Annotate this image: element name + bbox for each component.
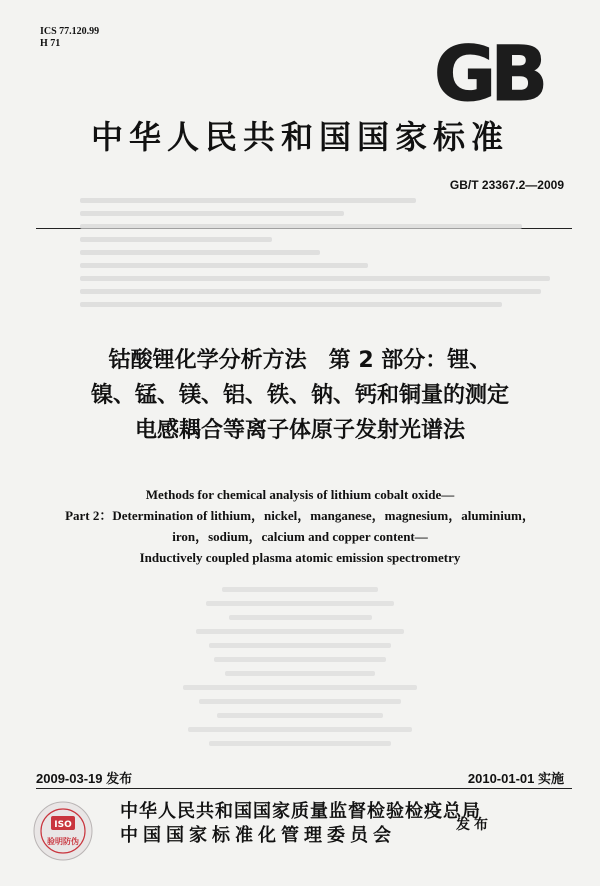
english-title-line: iron，sodium，calcium and copper content— [172, 529, 428, 544]
chinese-title-line: 钴酸锂化学分析方法 第 2 部分：锂、 [108, 348, 492, 373]
ccs-code: H 71 [40, 38, 61, 49]
chinese-title-line: 镍、锰、镁、铝、铁、钠、钙和铜量的测定 [90, 383, 509, 408]
english-title-line: Part 2：Determination of lithium，nickel，manganese，magnesium，aluminium， [65, 508, 535, 523]
effective-date: 2010-01-01 实施 [467, 771, 564, 786]
english-title-line: Inductively coupled plasma atomic emission spectrometry [139, 550, 461, 565]
gb-logo-text: GB [433, 38, 543, 110]
issue-date: 2009-03-19 发布 [36, 771, 133, 786]
svg-text:验明防伪: 验明防伪 [47, 837, 79, 846]
issuer-line: 中国国家标准化管理委员会 [120, 825, 396, 846]
chinese-title-line: 电感耦合等离子体原子发射光谱法 [134, 418, 465, 443]
gb-logo [422, 38, 554, 110]
issuing-authorities [120, 800, 481, 848]
faded-background-text [170, 578, 430, 755]
issued-label: 发布 [456, 817, 492, 833]
standard-category-title: 中华人民共和国国家标准 [90, 118, 509, 156]
chinese-title [0, 343, 600, 448]
footer-divider [36, 788, 572, 789]
anti-counterfeit-stamp-icon [32, 800, 94, 862]
english-title-line: Methods for chemical analysis of lithium cobalt oxide— [145, 487, 455, 502]
ics-code: ICS 77.120.99 [40, 26, 100, 37]
faded-background-text [80, 190, 560, 315]
issuer-line: 中华人民共和国国家质量监督检验检疫总局 [120, 801, 481, 822]
standard-number: GB/T 23367.2—2009 [449, 178, 564, 192]
svg-text:ISO: ISO [54, 820, 72, 830]
classification-codes [40, 26, 99, 50]
english-title [0, 484, 600, 568]
